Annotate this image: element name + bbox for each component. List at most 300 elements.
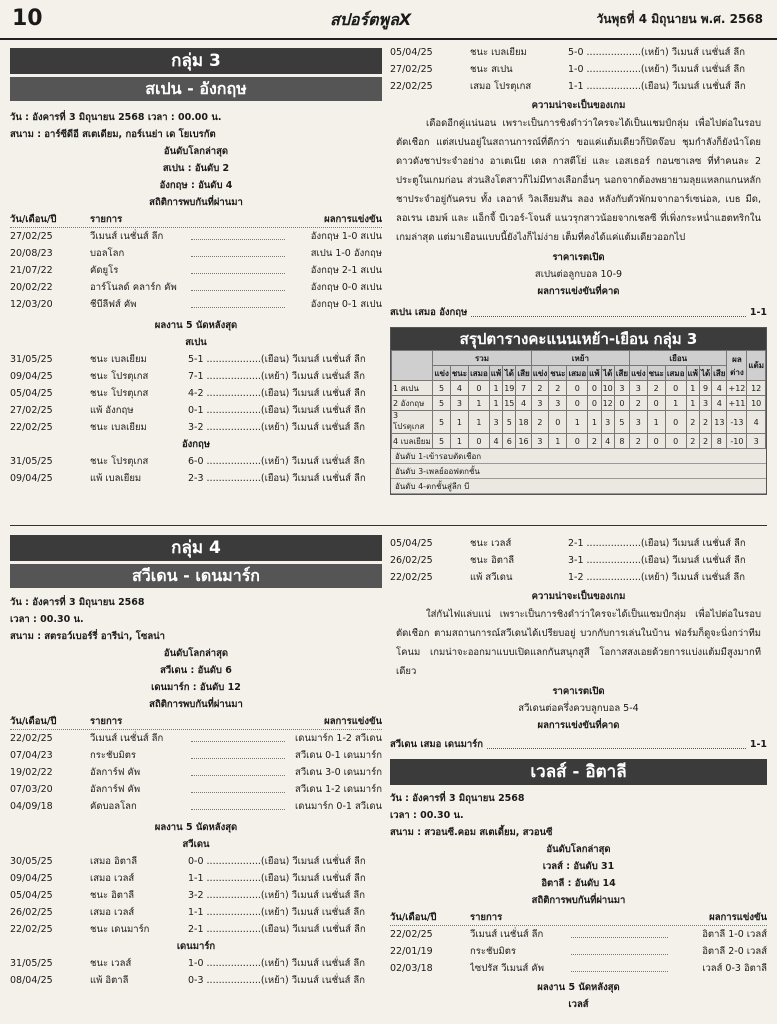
brand-logo: สปอร์ตพูลX — [330, 10, 412, 29]
stat-cell: +12 — [727, 381, 747, 396]
prediction-row — [390, 304, 767, 321]
row-result: อิตาลี 2-0 เวลส์ — [702, 946, 767, 957]
match-time: เวลา : 00.30 น. — [390, 810, 464, 821]
row-date: 22/02/25 — [390, 929, 433, 940]
col-date: วัน/เดือน/ปี — [390, 912, 437, 923]
row-result: 1-0 ..................(เหย้า) วีเมนส์ เนชั่นส์ ลีก — [188, 958, 365, 969]
stat-cell: 12 — [601, 396, 614, 411]
row-date: 31/05/25 — [10, 456, 53, 467]
analysis-text: เดือดอีกคู่แน่นอน เพราะเป็นการชิงดำว่าใครจะได้เป็นแชมป์กลุ่ม เพื่อไปต่อในรอบตัดเชือก แต่สเปนอยู่ในสถานการณ์ที่ดีกว่า ขอแค่แต้มเดียวก็ปิดจ๊อบ ชุมกำลังก็ยังนำโดยดาวดังชาประจำอย่าง อาเตเนีย เดล กาสตีโย่ และ เอสเธอร์ กอนซาเลซ ที่ทำคนละ 2 ประตูในเกมก่อน ส่วนสิงโตสาวก็ไม่มีทางเลือกอื่นๆ นอกจากต้องพยายามลุยแหลกแกนหลักชาประจำอยู่กันครบ ทั้ง เลอาห์ วิลเลียมสัน ลอง หลังกับตัวพักมจากอาร์เซน่อล, เบธ มีด, ลอเรน เฮมพ์ และ แอ็กจี้ บีเวอร์-โจนส์ แนวรุกสาวน้อยจากเชลซี ที่เพิ่งกระหน่ำแฮตทริกในเกมล่าสุด แต่มาเยือนแบบนี้ยังไงก็ไม่ง่าย เต็มที่คงได้แค่แต้มเดียวออกไป — [396, 118, 761, 243]
stat-cell: 3 — [531, 434, 549, 449]
row-date: 22/02/25 — [390, 81, 433, 92]
stat-cell: 0 — [567, 434, 588, 449]
form-row — [390, 44, 767, 61]
h2h-row — [10, 245, 382, 262]
stat-cell: 1 — [469, 411, 490, 434]
row-competition: ไซปรัส วีเมนส์ คัพ — [470, 963, 544, 974]
sub-header: ได้ — [699, 366, 711, 381]
form-row — [10, 972, 382, 989]
row-opponent: ชนะ อิตาลี — [470, 555, 515, 566]
prediction-score: 1-1 — [749, 307, 767, 318]
stat-cell: 1 — [489, 396, 502, 411]
form-row — [10, 921, 382, 938]
h2h-row — [10, 764, 382, 781]
row-competition: วีเมนส์ เนชั่นส์ ลีก — [90, 733, 164, 744]
standings-row — [392, 396, 766, 411]
form-row — [10, 887, 382, 904]
group4-continued — [390, 535, 767, 1013]
stat-cell: 0 — [567, 396, 588, 411]
form-row — [10, 853, 382, 870]
row-result: 2-1 ..................(เยือน) วีเมนส์ เนชั่นส์ ลีก — [568, 538, 746, 549]
stat-cell: 0 — [469, 381, 490, 396]
dot-leader — [571, 960, 668, 972]
dot-leader — [571, 943, 668, 955]
stat-cell: 2 — [686, 434, 699, 449]
stat-cell: 5 — [614, 411, 629, 434]
group4-section — [10, 535, 382, 989]
form-team-b: อังกฤษ — [181, 439, 211, 450]
group3-continued — [390, 44, 767, 495]
stat-cell: 13 — [712, 411, 727, 434]
form-row — [390, 61, 767, 78]
col-competition: รายการ — [90, 716, 123, 727]
dot-leader — [191, 296, 285, 308]
row-result: 3-1 ..................(เยือน) วีเมนส์ เนชั่นส์ ลีก — [568, 555, 746, 566]
stat-cell: 3 — [630, 381, 648, 396]
stat-cell: 2 — [531, 381, 549, 396]
stat-cell: 0 — [567, 381, 588, 396]
stat-cell: 0 — [665, 411, 686, 434]
row-date: 19/02/22 — [10, 767, 53, 778]
form-heading: ผลงาน 5 นัดหลังสุด — [154, 320, 238, 331]
issue-date: วันพุธที่ 4 มิถุนายน พ.ศ. 2568 — [596, 12, 763, 26]
sub-header: แพ้ — [686, 366, 699, 381]
dot-leader — [191, 764, 285, 776]
row-competition: ชีบีลีฟส์ คัพ — [90, 299, 137, 310]
form-list-b-continued — [390, 535, 767, 586]
stat-cell: 0 — [549, 411, 567, 434]
col-result: ผลการแข่งขัน — [324, 214, 382, 225]
wales-italy-title: เวลส์ - อิตาลี — [390, 759, 767, 785]
form-row — [10, 470, 382, 487]
row-date: 09/04/25 — [10, 473, 53, 484]
group4-title: กลุ่ม 4 — [10, 535, 382, 561]
dot-leader — [191, 781, 285, 793]
match-venue: สนาม : อาร์ซีดีอี สเตเดียม, กอร์เนย่า เด โยเบรกัต — [10, 129, 216, 140]
stat-cell: 5 — [433, 381, 451, 396]
col-date: วัน/เดือน/ปี — [10, 214, 57, 225]
stat-cell: 3 — [549, 396, 567, 411]
stat-cell: 4 — [712, 381, 727, 396]
stat-cell: 3 — [630, 411, 648, 434]
form-heading: ผลงาน 5 นัดหลังสุด — [537, 982, 620, 993]
row-result: 0-1 ..................(เยือน) วีเมนส์ เนชั่นส์ ลีก — [188, 405, 366, 416]
row-date: 22/01/19 — [390, 946, 433, 957]
row-result: 5-0 ..................(เหย้า) วีเมนส์ เนชั่นส์ ลีก — [568, 47, 745, 58]
stat-cell: 0 — [647, 434, 665, 449]
page-header — [0, 0, 777, 40]
prediction-text: สเปน เสมอ อังกฤษ — [390, 307, 468, 318]
form-row — [390, 78, 767, 95]
stat-cell: 2 — [549, 381, 567, 396]
stat-cell: 2 — [699, 434, 711, 449]
h2h-heading: สถิติการพบกันที่ผ่านมา — [531, 895, 626, 906]
stat-cell: 18 — [516, 411, 531, 434]
standings-table — [390, 327, 767, 495]
h2h-row — [10, 262, 382, 279]
h2h-list — [10, 228, 382, 313]
row-date: 22/02/25 — [10, 422, 53, 433]
row-result: เวลส์ 0-3 อิตาลี — [702, 963, 767, 974]
row-opponent: ชนะ สเปน — [470, 64, 513, 75]
row-date: 27/02/25 — [10, 231, 53, 242]
row-opponent: เสมอ เวลส์ — [90, 907, 135, 918]
team-col-header — [392, 351, 433, 381]
form-row — [10, 453, 382, 470]
standings-note: อันดับ 1-เข้ารอบตัดเชือก — [391, 449, 766, 464]
h2h-heading: สถิติการพบกันที่ผ่านมา — [149, 699, 243, 710]
row-result: อังกฤษ 1-0 สเปน — [310, 231, 382, 242]
sub-header: เสมอ — [567, 366, 588, 381]
form-row — [390, 535, 767, 552]
form-list-a — [10, 853, 382, 938]
stat-cell: 8 — [614, 434, 629, 449]
row-result: 1-1 ..................(เยือน) วีเมนส์ เนชั่นส์ ลีก — [568, 81, 746, 92]
stat-cell: 3 — [531, 396, 549, 411]
stat-cell: 2 — [686, 411, 699, 434]
team-cell: 3 โปรตุเกส — [392, 411, 433, 434]
form-row — [390, 552, 767, 569]
stat-cell: 1 — [489, 381, 502, 396]
row-date: 07/04/23 — [10, 750, 53, 761]
row-competition: อาร์โนลด์ คลาร์ก คัพ — [90, 282, 177, 293]
ranking-team-b: อิตาลี : อันดับ 14 — [541, 878, 616, 889]
stat-cell: 0 — [469, 434, 490, 449]
row-date: 21/07/22 — [10, 265, 53, 276]
row-date: 05/04/25 — [390, 47, 433, 58]
stat-cell: 15 — [503, 396, 516, 411]
form-row — [10, 419, 382, 436]
form-row — [390, 569, 767, 586]
row-date: 20/02/22 — [10, 282, 53, 293]
row-competition: บอลโลก — [90, 248, 125, 259]
stat-cell: 10 — [601, 381, 614, 396]
row-date: 26/02/25 — [390, 555, 433, 566]
row-result: 6-0 ..................(เหย้า) วีเมนส์ เนชั่นส์ ลีก — [188, 456, 365, 467]
row-date: 05/04/25 — [10, 388, 53, 399]
row-opponent: ชนะ เบลเยียม — [90, 354, 147, 365]
extra-header: ผลต่าง — [727, 351, 747, 381]
stat-cell: 3 — [699, 396, 711, 411]
sub-header: ชนะ — [647, 366, 665, 381]
stat-cell: 5 — [433, 411, 451, 434]
dot-leader — [191, 228, 285, 240]
h2h-row — [10, 228, 382, 245]
form-team-a: สเปน — [185, 337, 207, 348]
h2h-row — [10, 279, 382, 296]
row-result: 0-3 ..................(เหย้า) วีเมนส์ เนชั่นส์ ลีก — [188, 975, 365, 986]
stat-cell: 1 — [647, 411, 665, 434]
stat-cell: 2 — [630, 434, 648, 449]
extra-header: แต้ม — [747, 351, 766, 381]
analysis-text: ใส่กันไฟแล่บแน่ เพราะเป็นการชิงดำว่าใครจะได้เป็นแชมป์กลุ่ม เพื่อไปต่อในรอบตัดเชือก ตามสถานการณ์สวีเดนได้เปรียบอยู่ บวกกับการเล่นในบ้าน ฟอร์มก็ดูจะนิ่งกว่าทีมโคนม เกมน่าจะออกมาแบบเปิดแลกกันสนุกสูสี โอกาสสงเอยด้วยการแบ่งแต้มมีสูงมากทีเดียว — [396, 609, 761, 677]
row-result: 4-2 ..................(เยือน) วีเมนส์ เนชั่นส์ ลีก — [188, 388, 366, 399]
row-date: 22/02/25 — [10, 733, 53, 744]
row-result: เดนมาร์ก 1-2 สวีเดน — [295, 733, 382, 744]
row-result: 1-1 ..................(เหย้า) วีเมนส์ เนชั่นส์ ลีก — [188, 907, 365, 918]
form-row — [10, 402, 382, 419]
row-opponent: ชนะ โปรตุเกส — [90, 456, 149, 467]
standings-row — [392, 381, 766, 396]
h2h-header — [390, 909, 767, 926]
row-opponent: ชนะ เวลส์ — [470, 538, 512, 549]
row-result: 1-2 ..................(เหย้า) วีเมนส์ เนชั่นส์ ลีก — [568, 572, 745, 583]
standings-note: อันดับ 3-เพลย์ออฟตกชั้น — [391, 464, 766, 479]
group3-title: กลุ่ม 3 — [10, 48, 382, 74]
ranking-team-a: สเปน : อันดับ 2 — [162, 163, 230, 174]
form-row — [10, 351, 382, 368]
row-result: 1-0 ..................(เหย้า) วีเมนส์ เนชั่นส์ ลีก — [568, 64, 745, 75]
form-list-a — [10, 351, 382, 436]
row-opponent: แพ้ เบลเยียม — [90, 473, 142, 484]
row-result: อังกฤษ 0-1 สเปน — [310, 299, 382, 310]
sub-header: แพ้ — [489, 366, 502, 381]
stat-cell: 19 — [503, 381, 516, 396]
stat-cell: 4 — [601, 434, 614, 449]
form-row — [10, 870, 382, 887]
row-result: อังกฤษ 2-1 สเปน — [310, 265, 382, 276]
prediction-text: สวีเดน เสมอ เดนมาร์ก — [390, 739, 484, 750]
row-opponent: แพ้ อิตาลี — [90, 975, 129, 986]
stat-cell: 4 — [747, 411, 766, 434]
row-competition: วีเมนส์ เนชั่นส์ ลีก — [90, 231, 164, 242]
row-opponent: ชนะ เวลส์ — [90, 958, 132, 969]
stat-cell: 1 — [588, 411, 601, 434]
group3-section — [10, 48, 382, 487]
dot-leader — [191, 798, 285, 810]
stat-cell: 9 — [699, 381, 711, 396]
group-header: เยือน — [630, 351, 727, 366]
row-result: สวีเดน 3-0 เดนมาร์ก — [295, 767, 382, 778]
match-venue: สนาม : สตรอว์เบอร์รี่ อารีน่า, โซลน่า — [10, 631, 165, 642]
row-opponent: แพ้ อังกฤษ — [90, 405, 134, 416]
match-date: วัน : อังคารที่ 3 มิถุนายน 2568 — [10, 597, 145, 608]
row-date: 20/08/23 — [10, 248, 53, 259]
row-opponent: ชนะ โปรตุเกส — [90, 388, 149, 399]
row-date: 08/04/25 — [10, 975, 53, 986]
row-date: 09/04/25 — [10, 873, 53, 884]
prediction-heading: ผลการแข่งขันที่คาด — [537, 720, 620, 731]
group-header: เหย้า — [531, 351, 629, 366]
col-competition: รายการ — [470, 912, 503, 923]
stat-cell: 2 — [630, 396, 648, 411]
row-opponent: เสมอ อิตาลี — [90, 856, 138, 867]
stat-cell: 1 — [549, 434, 567, 449]
row-competition: คัดบอลโลก — [90, 801, 137, 812]
stat-cell: 1 — [567, 411, 588, 434]
odds-text: สวีเดนต่อครึ่งควบลูกบอล 5-4 — [518, 703, 639, 714]
form-row — [10, 385, 382, 402]
h2h-row — [10, 781, 382, 798]
row-date: 31/05/25 — [10, 958, 53, 969]
row-result: 7-1 ..................(เหย้า) วีเมนส์ เนชั่นส์ ลีก — [188, 371, 365, 382]
stat-cell: 0 — [588, 396, 601, 411]
col-date: วัน/เดือน/ปี — [10, 716, 57, 727]
form-list-b — [10, 453, 382, 487]
row-date: 31/05/25 — [10, 354, 53, 365]
stat-cell: 1 — [450, 434, 468, 449]
h2h-row — [390, 960, 767, 977]
sub-header: แข่ง — [531, 366, 549, 381]
row-date: 12/03/20 — [10, 299, 53, 310]
ranking-team-b: เดนมาร์ก : อันดับ 12 — [151, 682, 241, 693]
row-date: 26/02/25 — [10, 907, 53, 918]
odds-heading: ราคาเรตเปิด — [552, 252, 605, 263]
sub-header: ชนะ — [450, 366, 468, 381]
h2h-heading: สถิติการพบกันที่ผ่านมา — [149, 197, 243, 208]
form-list-b — [10, 955, 382, 989]
ranking-team-a: สวีเดน : อันดับ 6 — [160, 665, 232, 676]
match-date: วัน : อังคารที่ 3 มิถุนายน 2568 เวลา : 00.00 น. — [10, 112, 222, 123]
dot-leader — [191, 730, 285, 742]
row-result: อังกฤษ 0-0 สเปน — [310, 282, 382, 293]
stat-cell: 3 — [450, 396, 468, 411]
section-divider — [10, 525, 767, 526]
row-opponent: ชนะ เดนมาร์ก — [90, 924, 150, 935]
analysis-heading: ความน่าจะเป็นของเกม — [531, 591, 626, 602]
sub-header: ชนะ — [549, 366, 567, 381]
row-date: 27/02/25 — [390, 64, 433, 75]
h2h-row — [10, 730, 382, 747]
form-team-a: สวีเดน — [182, 839, 210, 850]
h2h-header — [10, 713, 382, 730]
row-date: 02/03/18 — [390, 963, 433, 974]
stat-cell: 2 — [531, 411, 549, 434]
stat-cell: 4 — [450, 381, 468, 396]
form-team-a: เวลส์ — [568, 999, 589, 1010]
stat-cell: 0 — [665, 381, 686, 396]
stat-cell: 3 — [601, 411, 614, 434]
sub-header: เสีย — [712, 366, 727, 381]
prediction-row — [390, 736, 767, 753]
h2h-row — [10, 747, 382, 764]
sub-header: ได้ — [601, 366, 614, 381]
row-date: 09/04/25 — [10, 371, 53, 382]
row-opponent: เสมอ โปรตุเกส — [470, 81, 532, 92]
stat-cell: 0 — [588, 381, 601, 396]
match-venue: สนาม : สวอนซี.คอม สเตเดี้ยม, สวอนซี — [390, 827, 553, 838]
row-result: สวีเดน 0-1 เดนมาร์ก — [295, 750, 382, 761]
team-cell: 4 เบลเยียม — [392, 434, 433, 449]
team-cell: 2 อังกฤษ — [392, 396, 433, 411]
stat-cell: 2 — [699, 411, 711, 434]
form-heading: ผลงาน 5 นัดหลังสุด — [154, 822, 238, 833]
stat-cell: -13 — [727, 411, 747, 434]
col-result: ผลการแข่งขัน — [709, 912, 767, 923]
row-result: 2-1 ..................(เยือน) วีเมนส์ เนชั่นส์ ลีก — [188, 924, 366, 935]
ranking-heading: อันดับโลกล่าสุด — [546, 844, 611, 855]
row-result: เดนมาร์ก 0-1 สวีเดน — [295, 801, 382, 812]
dot-leader — [191, 747, 285, 759]
stat-cell: 4 — [516, 396, 531, 411]
sub-header: แข่ง — [630, 366, 648, 381]
stat-cell: 1 — [450, 411, 468, 434]
stat-cell: 6 — [503, 434, 516, 449]
stat-cell: +11 — [727, 396, 747, 411]
standings-note: อันดับ 4-ตกชั้นสู่ลีก บี — [391, 479, 766, 494]
sub-header: เสมอ — [469, 366, 490, 381]
stat-cell: 5 — [433, 396, 451, 411]
row-opponent: ชนะ อิตาลี — [90, 890, 135, 901]
standings-row — [392, 411, 766, 434]
ranking-team-a: เวลส์ : อันดับ 31 — [542, 861, 615, 872]
match-date: วัน : อังคารที่ 3 มิถุนายน 2568 — [390, 793, 525, 804]
sub-header: เสีย — [516, 366, 531, 381]
prediction-heading: ผลการแข่งขันที่คาด — [537, 286, 620, 297]
standings-title: สรุปตารางคะแนนเหย้า-เยือน กลุ่ม 3 — [391, 328, 766, 350]
stat-cell: 7 — [516, 381, 531, 396]
form-team-b: เดนมาร์ก — [176, 941, 216, 952]
row-competition: วีเมนส์ เนชั่นส์ ลีก — [470, 929, 544, 940]
stat-cell: 4 — [712, 396, 727, 411]
h2h-row — [10, 798, 382, 815]
match-time: เวลา : 00.30 น. — [10, 614, 84, 625]
row-competition: อัลการ์ฟ คัพ — [90, 784, 141, 795]
row-competition: อัลการ์ฟ คัพ — [90, 767, 141, 778]
sub-header: เสีย — [614, 366, 629, 381]
row-result: 1-1 ..................(เยือน) วีเมนส์ เนชั่นส์ ลีก — [188, 873, 366, 884]
col-result: ผลการแข่งขัน — [324, 716, 382, 727]
row-result: 0-0 ..................(เยือน) วีเมนส์ เนชั่นส์ ลีก — [188, 856, 366, 867]
row-date: 04/09/18 — [10, 801, 53, 812]
h2h-list — [10, 730, 382, 815]
sub-header: แข่ง — [433, 366, 451, 381]
stat-cell: 3 — [747, 434, 766, 449]
h2h-header — [10, 211, 382, 228]
dot-leader — [191, 245, 285, 257]
odds-heading: ราคาเรตเปิด — [552, 686, 605, 697]
row-result: สวีเดน 1-2 เดนมาร์ก — [295, 784, 382, 795]
row-result: 3-2 ..................(เหย้า) วีเมนส์ เนชั่นส์ ลีก — [188, 422, 365, 433]
stat-cell: 5 — [503, 411, 516, 434]
page-number: 10 — [12, 6, 43, 31]
stat-cell: 1 — [686, 396, 699, 411]
row-opponent: แพ้ สวีเดน — [470, 572, 513, 583]
row-date: 27/02/25 — [10, 405, 53, 416]
stat-cell: -10 — [727, 434, 747, 449]
sub-header: เสมอ — [665, 366, 686, 381]
dot-leader — [191, 279, 285, 291]
row-date: 30/05/25 — [10, 856, 53, 867]
row-date: 22/02/25 — [390, 572, 433, 583]
stat-cell: 0 — [647, 396, 665, 411]
col-competition: รายการ — [90, 214, 123, 225]
row-result: อิตาลี 1-0 เวลส์ — [702, 929, 767, 940]
row-result: 2-3 ..................(เยือน) วีเมนส์ เนชั่นส์ ลีก — [188, 473, 366, 484]
stat-cell: 3 — [489, 411, 502, 434]
team-cell: 1 สเปน — [392, 381, 433, 396]
stat-cell: 4 — [489, 434, 502, 449]
stat-cell: 16 — [516, 434, 531, 449]
stat-cell: 1 — [469, 396, 490, 411]
row-competition: กระชับมิตร — [470, 946, 516, 957]
analysis-heading: ความน่าจะเป็นของเกม — [531, 100, 626, 111]
sub-header: แพ้ — [588, 366, 601, 381]
h2h-list — [390, 926, 767, 977]
standings-row — [392, 434, 766, 449]
stat-cell: 0 — [665, 434, 686, 449]
